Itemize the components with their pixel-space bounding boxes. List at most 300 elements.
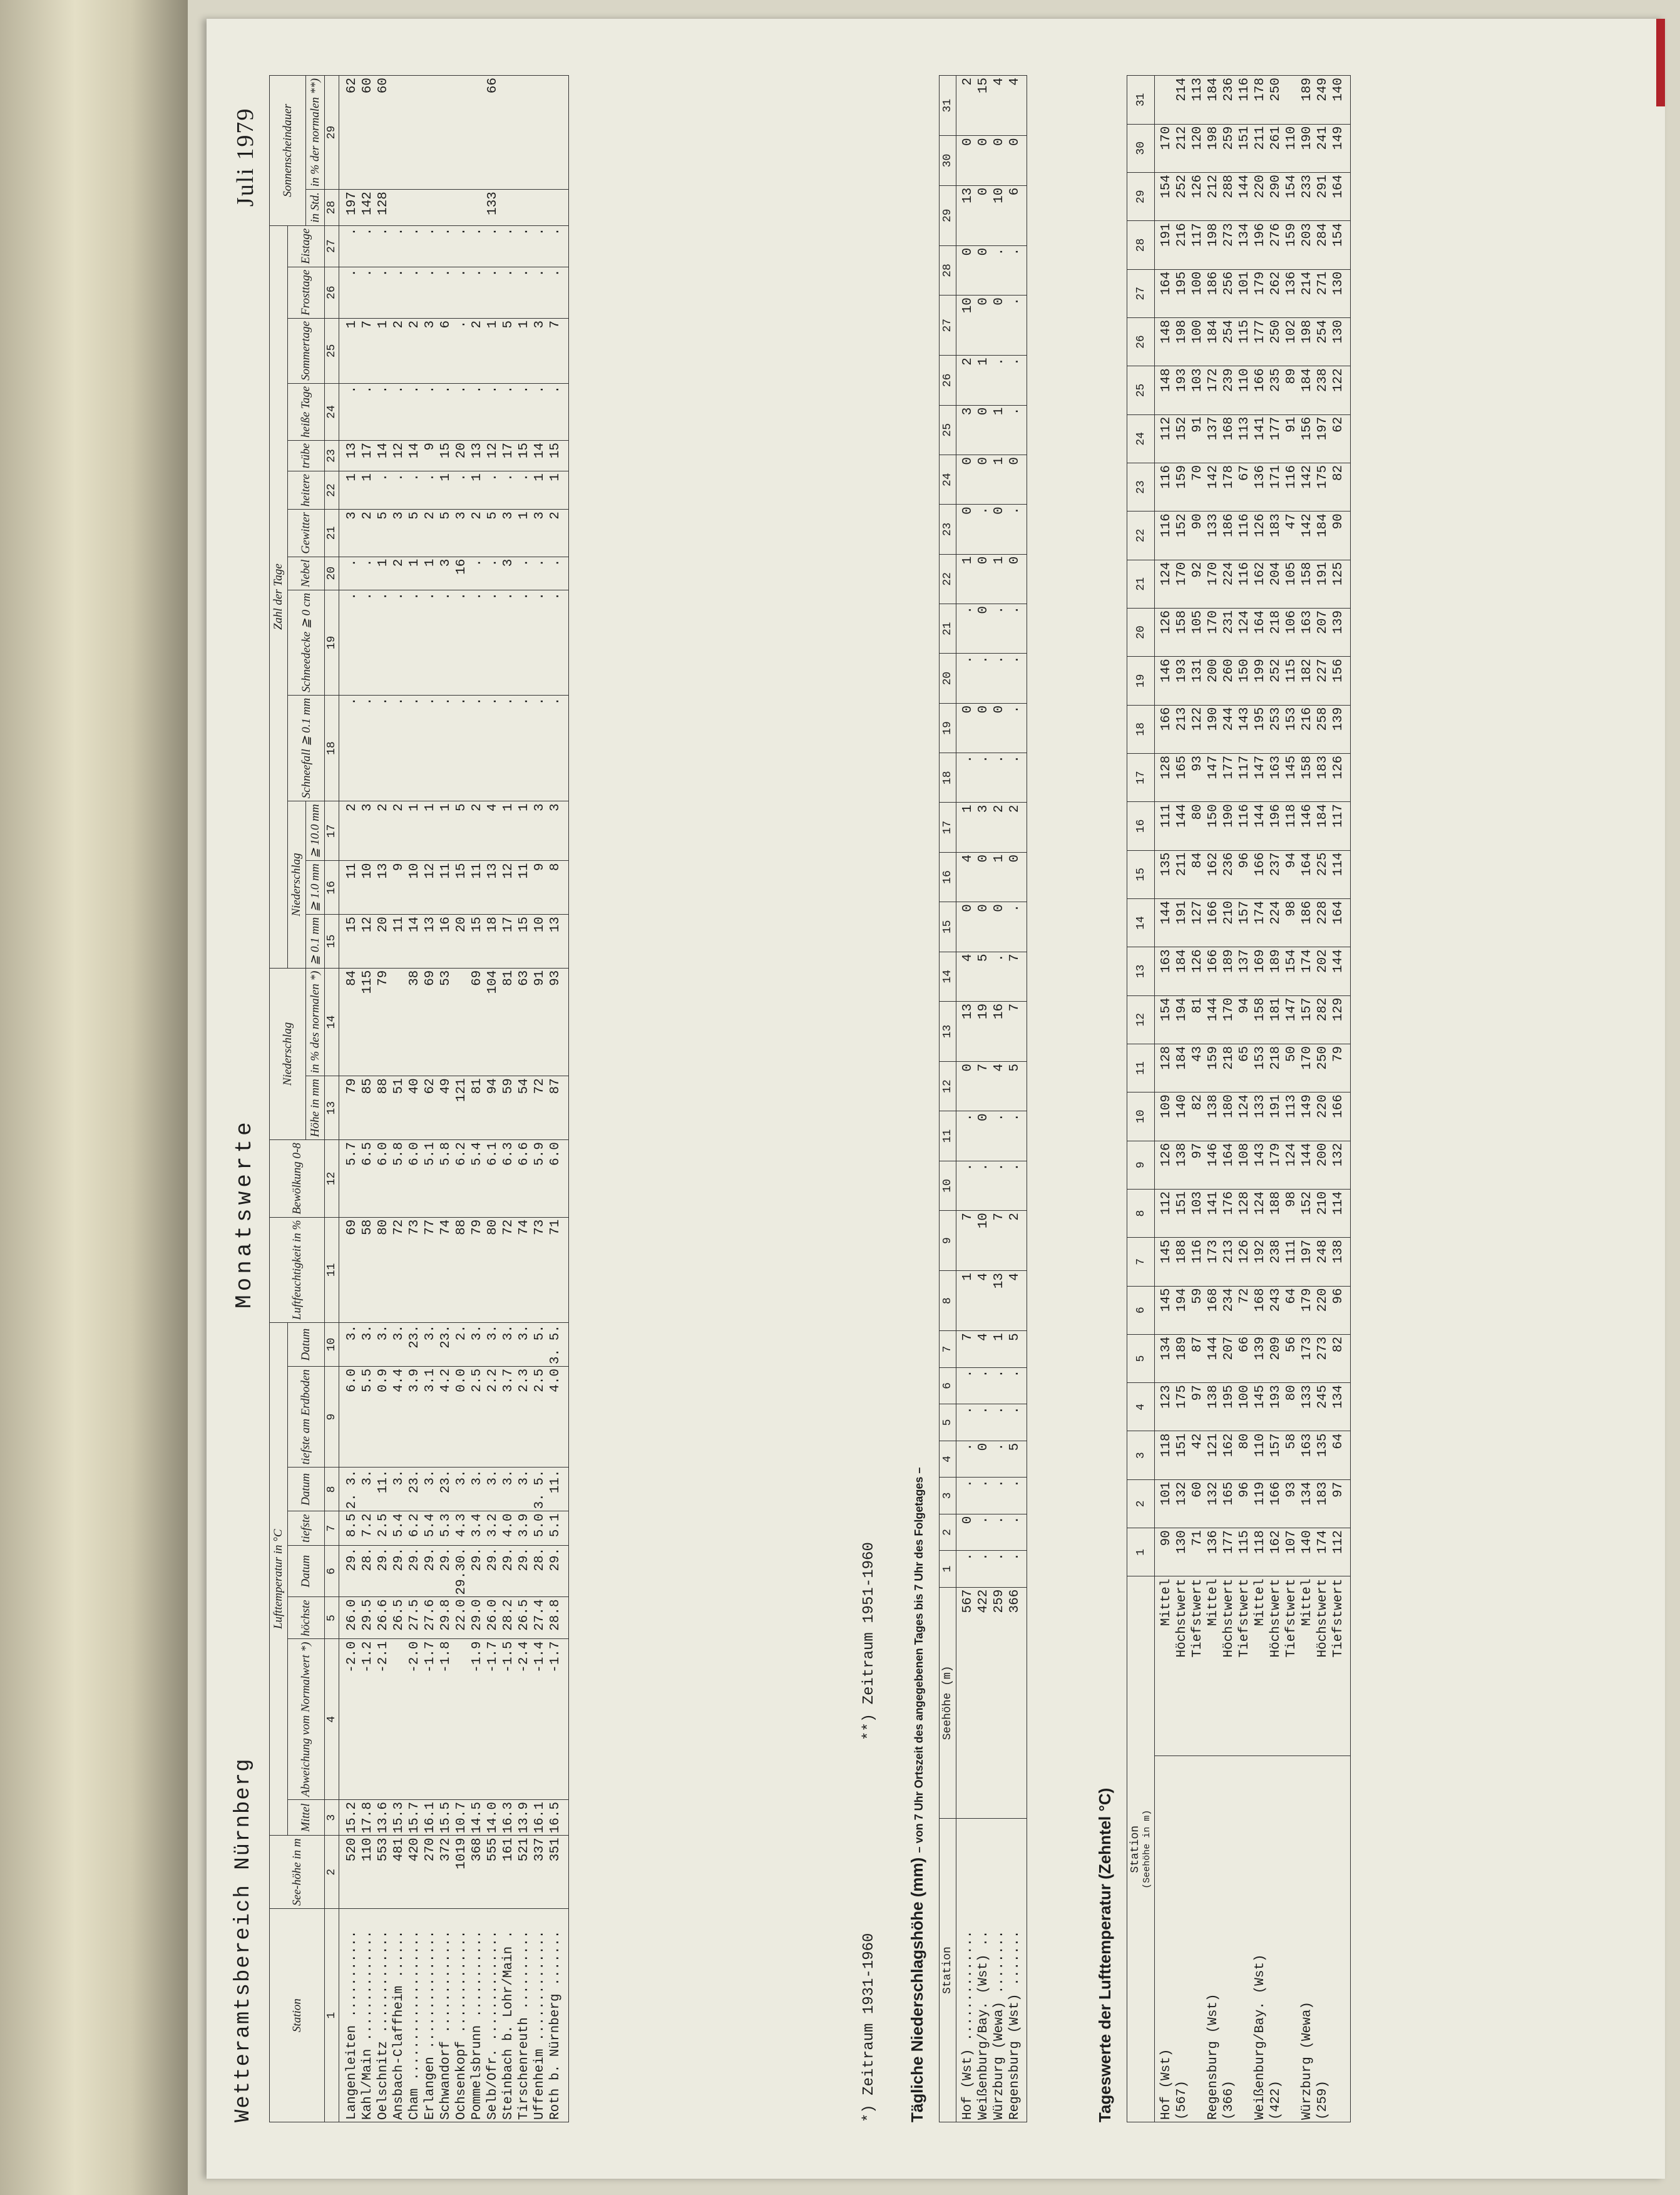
table-cell: 14 — [532, 440, 548, 471]
th-heitere: heitere — [288, 471, 325, 510]
day-header: 8 — [940, 1271, 956, 1331]
table-cell: 231 — [1221, 608, 1237, 656]
table-cell: 152 — [1299, 1189, 1315, 1237]
table-cell: 130 — [1331, 317, 1351, 366]
table-cell: 245 — [1315, 1383, 1331, 1431]
table-cell: 53 — [438, 968, 454, 1076]
station-name: Schwandorf ............. — [438, 1909, 454, 2122]
table-cell: . — [360, 225, 376, 267]
table-cell: 104 — [485, 968, 501, 1076]
table-cell: 13 — [423, 915, 438, 969]
table-cell: 9 — [391, 861, 407, 915]
column-number: 24 — [325, 383, 339, 440]
table-cell: . — [956, 1551, 976, 1587]
table-cell: 5 — [1007, 1441, 1027, 1477]
page — [207, 19, 1665, 2179]
table-cell: 174 — [1252, 898, 1268, 947]
table-cell: 3. — [360, 1468, 376, 1511]
table-cell: 158 — [1174, 608, 1190, 656]
table-cell: 198 — [1206, 221, 1221, 269]
table-cell: . — [423, 590, 438, 695]
table-cell: 15.7 — [407, 1800, 423, 1836]
station-name: Würzburg (Wewa) ........ — [991, 1819, 1007, 2122]
table-cell: 15 — [469, 915, 485, 969]
day-header: 5 — [940, 1404, 956, 1441]
table-cell: 202 — [1315, 947, 1331, 995]
table-cell: 113 — [1190, 76, 1206, 125]
table-cell: 3. — [423, 1468, 438, 1511]
table-cell: . — [360, 267, 376, 318]
table-cell: 12 — [485, 440, 501, 471]
table-cell: 17 — [501, 915, 516, 969]
table-cell: 1 — [501, 801, 516, 861]
table-cell: . — [376, 383, 391, 440]
table-cell: 66 — [485, 76, 501, 190]
table-cell: 144 — [1206, 995, 1221, 1044]
table-cell: 161 — [501, 1836, 516, 1909]
table-cell: 260 — [1221, 657, 1237, 705]
station-name: (422) — [1268, 1755, 1284, 2122]
table-cell: 5 — [1007, 1062, 1027, 1111]
table-cell: 153 — [1252, 1044, 1268, 1092]
table-cell: 100 — [1190, 317, 1206, 366]
table-cell: . — [991, 654, 1007, 703]
table-cell: 101 — [1237, 269, 1252, 317]
day-header: 2 — [940, 1514, 956, 1550]
day-header: 23 — [940, 505, 956, 554]
table-cell: . — [976, 753, 991, 803]
table-cell: 16.5 — [548, 1800, 569, 1836]
table-cell: 28. — [532, 1545, 548, 1597]
table-cell: 4 — [1007, 1271, 1027, 1331]
table-cell — [407, 190, 423, 226]
table-cell: 4 — [991, 76, 1007, 136]
table-cell: 159 — [1174, 463, 1190, 511]
table-cell: 170 — [1299, 1044, 1315, 1092]
table-cell: 271 — [1315, 269, 1331, 317]
table-cell: . — [516, 383, 532, 440]
table-cell: 144 — [1206, 1334, 1221, 1382]
table-row — [376, 76, 391, 2122]
day-header: 12 — [940, 1062, 956, 1111]
table-cell: 133 — [1252, 1092, 1268, 1141]
table-cell: 250 — [1268, 317, 1284, 366]
table-cell: 191 — [1155, 221, 1175, 269]
day-header: 18 — [1127, 705, 1155, 753]
table-cell: . — [469, 225, 485, 267]
table-cell: . — [454, 590, 469, 695]
table-cell: 5. — [532, 1323, 548, 1367]
station-name — [1237, 1755, 1252, 2122]
th-sonne-prozent: in % der normalen **) — [306, 76, 325, 190]
monthly-table-wrapper — [269, 75, 569, 2122]
table-cell: . — [339, 267, 361, 318]
table-cell: . — [438, 590, 454, 695]
table-cell: . — [339, 557, 361, 590]
table-cell: 184 — [1206, 76, 1221, 125]
table-cell: . — [991, 1367, 1007, 1404]
table-cell: 115 — [1237, 1528, 1252, 1576]
table-cell: 270 — [423, 1836, 438, 1909]
table-cell: 238 — [1268, 1238, 1284, 1286]
table-cell: . — [469, 383, 485, 440]
table-cell: 249 — [1315, 76, 1331, 125]
table-cell: . — [376, 695, 391, 801]
table-cell: 210 — [1221, 898, 1237, 947]
table-cell: 80 — [1190, 802, 1206, 850]
table-cell: . — [501, 471, 516, 510]
table-cell: 163 — [1155, 947, 1175, 995]
table-cell: 144 — [1331, 947, 1351, 995]
table-cell: 198 — [1299, 317, 1315, 366]
table-cell: -2.1 — [376, 1639, 391, 1800]
table-cell: 69 — [339, 1217, 361, 1322]
table-cell: 192 — [1252, 1238, 1268, 1286]
table-cell: 118 — [1252, 1528, 1268, 1576]
table-cell: . — [391, 383, 407, 440]
th-nebel: Nebel — [288, 557, 325, 590]
table-cell: 145 — [1155, 1238, 1175, 1286]
table-cell: 5.8 — [438, 1140, 454, 1218]
table-cell: 214 — [1299, 269, 1315, 317]
table-cell: 5 — [485, 510, 501, 557]
table-cell: 93 — [1190, 753, 1206, 801]
table-cell: 225 — [1315, 850, 1331, 898]
table-cell: 116 — [1237, 76, 1252, 125]
table-cell: 90 — [1190, 511, 1206, 560]
table-cell: 291 — [1315, 172, 1331, 220]
table-cell: . — [469, 557, 485, 590]
table-cell: 168 — [1206, 1286, 1221, 1334]
table-cell: 147 — [1252, 753, 1268, 801]
table-cell: . — [501, 267, 516, 318]
day-header: 24 — [1127, 414, 1155, 463]
precip-head-row — [940, 76, 956, 2122]
day-header: 30 — [1127, 124, 1155, 172]
table-cell: 174 — [1299, 947, 1315, 995]
table-cell: . — [454, 383, 469, 440]
table-cell: 135 — [1155, 850, 1175, 898]
table-cell: 0 — [976, 604, 991, 654]
table-cell: 80 — [376, 1217, 391, 1322]
table-cell: 79 — [339, 1076, 361, 1140]
station-name: (366) — [1221, 1755, 1237, 2122]
table-cell: . — [976, 505, 991, 554]
table-cell: . — [956, 1161, 976, 1210]
table-cell: 2 — [391, 318, 407, 383]
day-header: 4 — [1127, 1383, 1155, 1431]
table-cell: 5.5 — [360, 1367, 376, 1468]
table-cell: 1 — [407, 801, 423, 861]
table-cell: 97 — [1190, 1383, 1206, 1431]
table-cell: 144 — [1252, 802, 1268, 850]
table-cell: 256 — [1221, 269, 1237, 317]
table-cell: 15.3 — [391, 1800, 407, 1836]
table-cell: 210 — [1315, 1189, 1331, 1237]
table-cell — [391, 190, 407, 226]
table-cell: 2 — [1007, 1211, 1027, 1271]
column-number: 19 — [325, 590, 339, 695]
row-label: Tiefstwert — [1284, 1576, 1299, 1756]
precip-table — [939, 75, 1027, 2122]
table-cell: 156 — [1299, 414, 1315, 463]
table-cell: 15 — [976, 76, 991, 136]
th-niederschlag: Niederschlag — [270, 968, 306, 1139]
day-header: 17 — [940, 803, 956, 852]
table-cell — [501, 76, 516, 190]
table-cell: 203 — [1299, 221, 1315, 269]
table-cell: 100 — [1190, 269, 1206, 317]
table-cell: 248 — [1315, 1238, 1331, 1286]
row-label: Höchstwert — [1268, 1576, 1284, 1756]
table-cell — [548, 190, 569, 226]
table-cell: 114 — [1331, 1189, 1351, 1237]
table-cell: 133 — [1206, 511, 1221, 560]
table-cell: 233 — [1299, 172, 1315, 220]
table-cell: . — [516, 557, 532, 590]
day-header: 19 — [1127, 657, 1155, 705]
table-cell: 273 — [1315, 1334, 1331, 1382]
table-row — [454, 76, 469, 2122]
table-cell: 94 — [1284, 850, 1299, 898]
table-cell: 2 — [407, 318, 423, 383]
table-cell: . — [991, 245, 1007, 295]
day-header: 11 — [940, 1111, 956, 1161]
table-cell: 3. — [485, 1323, 501, 1367]
table-cell: 4 — [956, 852, 976, 902]
table-cell: 3. — [501, 1468, 516, 1511]
table-cell: 140 — [1299, 1528, 1315, 1576]
table-cell: 3.4 — [469, 1511, 485, 1545]
table-cell: 20 — [376, 915, 391, 969]
th-precip-station: Station — [940, 1819, 956, 2122]
table-row — [485, 76, 501, 2122]
table-cell: 3.9 — [516, 1511, 532, 1545]
day-header: 31 — [1127, 76, 1155, 125]
table-cell: 80 — [1237, 1431, 1252, 1479]
table-cell: 1 — [532, 471, 548, 510]
column-number: 12 — [325, 1140, 339, 1218]
table-cell: 73 — [407, 1217, 423, 1322]
table-cell: 213 — [1221, 1238, 1237, 1286]
table-cell: 138 — [1174, 1141, 1190, 1189]
table-cell: 2.2 — [485, 1367, 501, 1468]
table-cell: 91 — [532, 968, 548, 1076]
table-cell: . — [1007, 1111, 1027, 1161]
table-cell: 250 — [1268, 76, 1284, 125]
table-cell: . — [548, 383, 569, 440]
table-cell: 110 — [1237, 366, 1252, 414]
column-number: 29 — [325, 76, 339, 190]
table-cell: 108 — [1237, 1141, 1252, 1189]
table-cell: 124 — [1284, 1141, 1299, 1189]
table-cell: 29. — [423, 1545, 438, 1597]
station-name: Uffenheim .............. — [532, 1909, 548, 2122]
table-cell: 88 — [454, 1217, 469, 1322]
table-cell: . — [1007, 245, 1027, 295]
table-cell: 5.9 — [532, 1140, 548, 1218]
table-cell: 170 — [1206, 608, 1221, 656]
th-heisse: heiße Tage — [288, 383, 325, 440]
table-cell: 26.5 — [391, 1597, 407, 1639]
table-cell: 144 — [1174, 802, 1190, 850]
table-cell: 6.3 — [501, 1140, 516, 1218]
th-datum-1: Datum — [288, 1545, 325, 1597]
table-cell: . — [991, 356, 1007, 405]
table-cell: 184 — [1299, 366, 1315, 414]
th-mittel: Mittel — [288, 1800, 325, 1836]
table-cell: 81 — [469, 1076, 485, 1140]
column-number: 13 — [325, 1076, 339, 1140]
table-cell: . — [976, 1367, 991, 1404]
table-cell: . — [548, 695, 569, 801]
monthly-table — [269, 75, 569, 2122]
table-cell: 72 — [391, 1217, 407, 1322]
precip-section-title — [908, 1468, 927, 2122]
footnote-1: *) Zeitraum 1931-1960 — [861, 1933, 878, 2122]
table-cell: . — [376, 471, 391, 510]
table-cell: . — [956, 604, 976, 654]
table-cell: . — [991, 753, 1007, 803]
table-cell: 139 — [1331, 705, 1351, 753]
table-cell: 17 — [501, 440, 516, 471]
table-cell: 199 — [1252, 657, 1268, 705]
table-cell: 0 — [976, 554, 991, 604]
row-label: Höchstwert — [1221, 1576, 1237, 1756]
table-cell: 15 — [339, 915, 361, 969]
table-cell: 110 — [360, 1836, 376, 1909]
table-cell: 200 — [1315, 1141, 1331, 1189]
table-cell: 170 — [1174, 560, 1190, 608]
table-cell: 212 — [1174, 124, 1190, 172]
table-cell: 87 — [548, 1076, 569, 1140]
row-label: Höchstwert — [1315, 1576, 1331, 1756]
table-cell: 6.0 — [407, 1140, 423, 1218]
table-cell: 1 — [423, 801, 438, 861]
table-cell: 122 — [1190, 705, 1206, 753]
table-cell: 16.1 — [423, 1800, 438, 1836]
table-cell: 162 — [1206, 850, 1221, 898]
table-cell: 109 — [1155, 1092, 1175, 1141]
table-cell: 127 — [1190, 898, 1206, 947]
table-cell: 2 — [548, 510, 569, 557]
table-cell: 11 — [391, 915, 407, 969]
column-number: 28 — [325, 190, 339, 226]
table-cell: 337 — [532, 1836, 548, 1909]
day-header: 13 — [1127, 947, 1155, 995]
table-cell: 165 — [1221, 1479, 1237, 1528]
table-cell: . — [1007, 902, 1027, 952]
table-cell: 13 — [469, 440, 485, 471]
table-cell: 238 — [1315, 366, 1331, 414]
table-cell: 101 — [1155, 1479, 1175, 1528]
day-header: 3 — [940, 1478, 956, 1514]
table-cell: 149 — [1331, 124, 1351, 172]
table-cell: 79 — [376, 968, 391, 1076]
table-cell: 29.30. — [454, 1545, 469, 1597]
table-cell: 51 — [391, 1076, 407, 1140]
th-hoehe-mm: Höhe in mm — [306, 1076, 325, 1140]
table-cell: 2 — [469, 801, 485, 861]
table-cell: 140 — [1174, 1092, 1190, 1141]
table-cell: 154 — [1284, 947, 1299, 995]
th-station: Station — [270, 1909, 325, 2122]
table-cell: . — [1007, 296, 1027, 356]
table-row — [548, 76, 569, 2122]
table-cell: 42 — [1190, 1431, 1206, 1479]
table-cell: 154 — [1331, 221, 1351, 269]
table-cell: . — [485, 590, 501, 695]
table-cell: . — [501, 590, 516, 695]
table-cell: 236 — [1221, 850, 1237, 898]
table-cell: 91 — [1284, 414, 1299, 463]
row-label: Mittel — [1252, 1576, 1268, 1756]
table-cell: 105 — [1284, 560, 1299, 608]
table-cell: 224 — [1268, 898, 1284, 947]
table-cell: 10.7 — [454, 1800, 469, 1836]
station-name: Regensburg (Wst) ....... — [1007, 1819, 1027, 2122]
th-bewoelkung: Bewölkung 0-8 — [270, 1140, 325, 1218]
temp-title: Tageswerte der Lufttemperatur (Zehntel °C) — [1095, 1787, 1114, 2122]
day-header: 3 — [1127, 1431, 1155, 1479]
table-cell: 13.9 — [516, 1800, 532, 1836]
table-cell: 273 — [1221, 221, 1237, 269]
table-cell: 4.2 — [438, 1367, 454, 1468]
table-cell: 116 — [1237, 560, 1252, 608]
table-row — [1315, 76, 1331, 2122]
table-cell: . — [423, 225, 438, 267]
table-cell: 521 — [516, 1836, 532, 1909]
table-cell: -1.7 — [423, 1639, 438, 1800]
table-row — [956, 76, 976, 2122]
day-header: 9 — [1127, 1141, 1155, 1189]
table-cell: 520 — [339, 1836, 361, 1909]
day-header: 26 — [940, 356, 956, 405]
table-cell: -1.7 — [485, 1639, 501, 1800]
table-cell: 237 — [1268, 850, 1284, 898]
table-cell: 16 — [454, 557, 469, 590]
table-cell: 126 — [1190, 947, 1206, 995]
table-cell: 3 — [391, 510, 407, 557]
table-cell: 118 — [1155, 1431, 1175, 1479]
table-cell: 220 — [1315, 1092, 1331, 1141]
row-label: Höchstwert — [1174, 1576, 1190, 1756]
th-niederschlag-2: Niederschlag — [288, 801, 306, 968]
table-cell: 14.5 — [469, 1800, 485, 1836]
table-cell: 250 — [1315, 1044, 1331, 1092]
table-cell: 2 — [469, 510, 485, 557]
table-cell: 261 — [1268, 124, 1284, 172]
table-cell: 170 — [1221, 995, 1237, 1044]
table-cell: 164 — [1221, 1141, 1237, 1189]
table-cell — [454, 1639, 469, 1800]
table-cell: 2 — [469, 318, 485, 383]
table-cell: 89 — [1284, 366, 1299, 414]
row-label: Tiefstwert — [1190, 1576, 1206, 1756]
table-cell: 3. — [339, 1323, 361, 1367]
table-cell: 112 — [1155, 1189, 1175, 1237]
table-cell: 43 — [1190, 1044, 1206, 1092]
table-cell: 372 — [438, 1836, 454, 1909]
table-cell: 130 — [1331, 269, 1351, 317]
table-cell: 50 — [1284, 1044, 1299, 1092]
table-cell: 87 — [1190, 1334, 1206, 1382]
column-number: 15 — [325, 915, 339, 969]
table-cell: 94 — [485, 1076, 501, 1140]
station-name: Ochsenkopf ............. — [454, 1909, 469, 2122]
table-cell: 166 — [1252, 366, 1268, 414]
day-header: 29 — [940, 185, 956, 245]
